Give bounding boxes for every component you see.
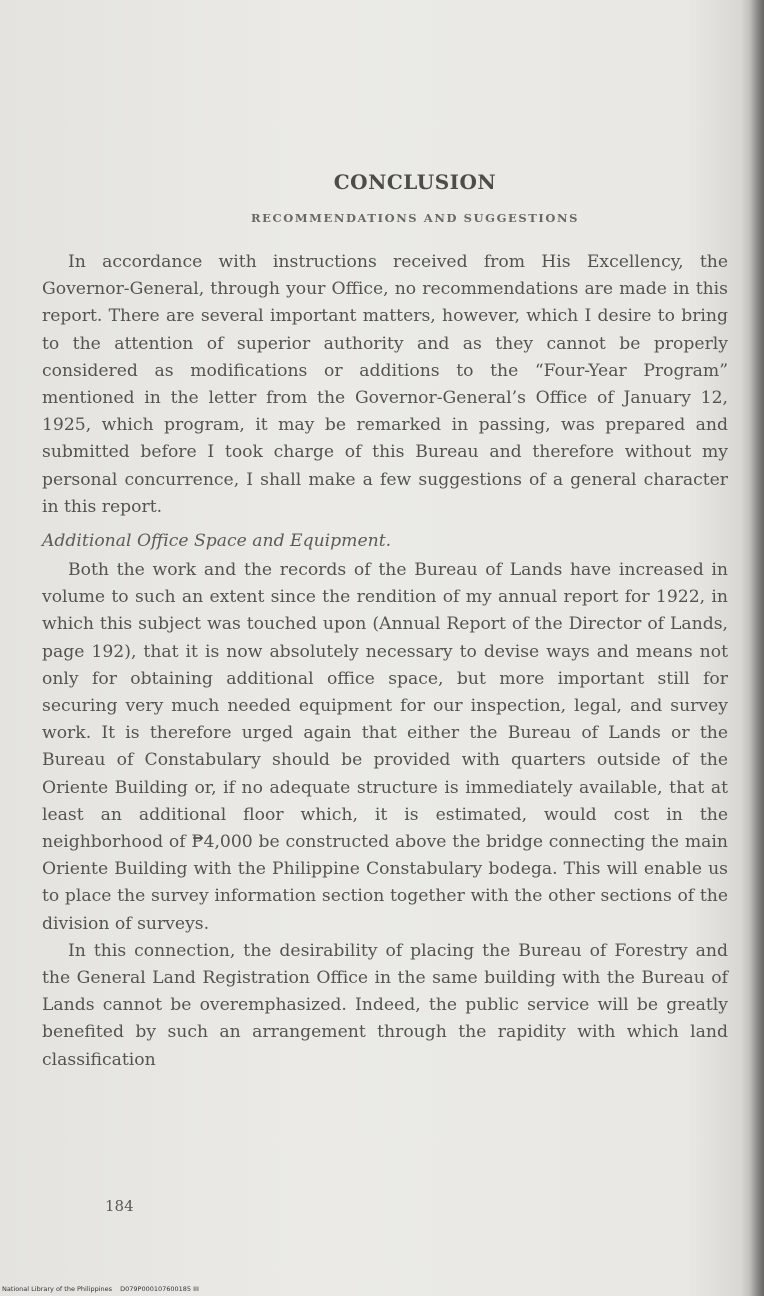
- scan-footer: [2, 1285, 205, 1293]
- intro-paragraph: In accordance with instructions received from His Excellency, the Governor-General, through your Office, no recommendations are made in this report. There are several important matters, however, which I desire to bring to the attention of superior authority and as they cannot be properly considered as modifications or additions to the “Four-Year Program” mentioned in the letter from the Governor-General’s Office of January 12, 1925, which program, it may be remarked in passing, was prepared and submitted before I took charge of this Bureau and therefore without my personal concurrence, I shall make a few suggestions of a general character in this report.: [42, 252, 728, 517]
- page-number: 184: [105, 1197, 134, 1215]
- page-content: [42, 170, 728, 1074]
- section-heading: Additional Office Space and Equipment.: [42, 531, 392, 552]
- page-subtitle: RECOMMENDATIONS AND SUGGESTIONS: [250, 211, 580, 225]
- footer-library: National Library of the Philippines: [2, 1285, 113, 1293]
- section-paragraph-1: Both the work and the records of the Bureau of Lands have increased in volume to such an extent since the rendition of my annual report for 1922, in which this subject was touched upon (Annual Report of the Director of Lands, page 192), that it is now absolutely necessary to devise ways and means not only for obtaining additional office space, but more important still for securing very much needed equipment for our inspection, legal, and survey work. It is therefore urged again that either the Bureau of Lands or the Bureau of Constabulary should be provided with quarters outside of the Oriente Building or, if no adequate structure is immediately available, that at least an additional floor which, it is estimated, would cost in the neighborhood of ₱4,000 be constructed above the bridge connecting the main Oriente Building with the Philippine Constabulary bodega. This will enable us to place the survey information section together with the other sections of the division of surveys.: [42, 560, 728, 934]
- page-title: CONCLUSION: [333, 170, 497, 194]
- footer-code: D079P000107600185 III: [120, 1285, 199, 1293]
- book-spine-shadow: [750, 0, 764, 1296]
- section-paragraph-2: In this connection, the desirability of placing the Bureau of Forestry and the General Land Registration Office in the same building with the Bureau of Lands cannot be overemphasized. Indeed, the public service will be greatly benefited by such an arrangement through the rapidity with which land classification: [42, 940, 728, 1070]
